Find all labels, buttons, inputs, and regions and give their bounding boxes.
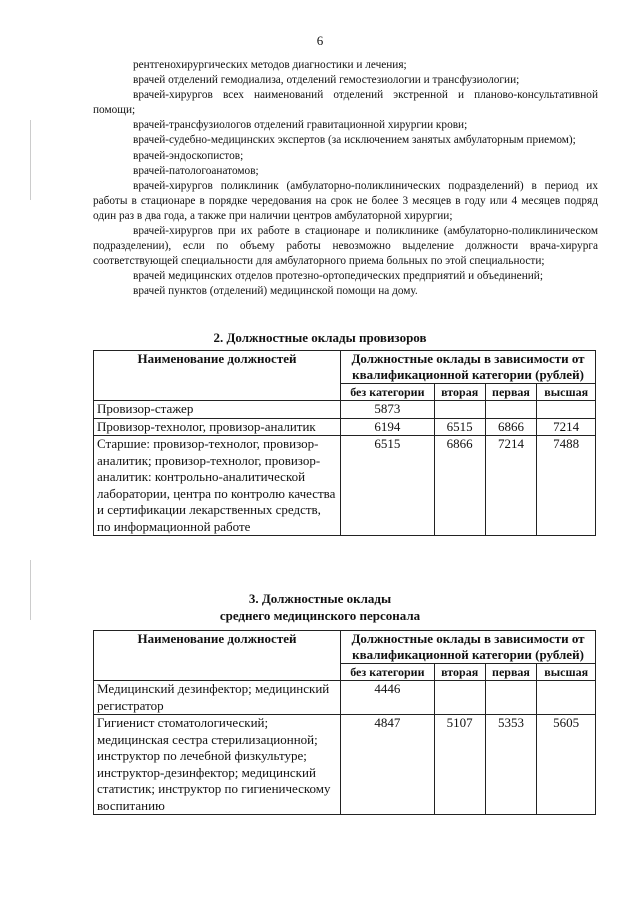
column-header-salary: Должностные оклады в зависимости от квалификационной категории (рублей) (341, 351, 596, 384)
page-number: 6 (316, 33, 324, 48)
salary-value: 4847 (341, 715, 435, 815)
column-header-position: Наименование должностей (94, 351, 341, 401)
salary-value: 5353 (485, 715, 537, 815)
category-header: высшая (537, 664, 596, 681)
salary-value: 6866 (434, 436, 485, 536)
nursing-staff-salary-table (93, 630, 596, 815)
section-2-title: 2. Должностные оклады провизоров (213, 330, 427, 345)
salary-value (537, 681, 596, 715)
table-header-row (94, 351, 596, 384)
paragraph: врачей-патологоанатомов; (133, 164, 259, 177)
salary-value (485, 681, 537, 715)
salary-value: 7488 (537, 436, 596, 536)
pharmacist-salary-table (93, 350, 596, 536)
paragraph: врачей-трансфузиологов отделений гравитационной хирургии крови; (133, 119, 468, 132)
table-row (94, 401, 596, 419)
paragraph: врачей-хирургов поликлиник (амбулаторно-поликлинических подразделений) в период их работы в стационаре в порядке чередования на срок не более 3 месяцев в году или 4 месяцев подряд один раз в два года, а также при наличии центров амбулаторной хирургии; (93, 179, 598, 222)
position-name: Старшие: провизор-технолог, провизор-аналитик; провизор-технолог, провизор-аналитик: контрольно-аналитической лаборатории, центра по контролю качества и сертификации лекарственных средств, по информационной работе (94, 436, 341, 536)
column-header-position: Наименование должностей (94, 631, 341, 681)
table-row (94, 418, 596, 436)
table-row (94, 715, 596, 815)
salary-value: 7214 (537, 418, 596, 436)
salary-value (485, 401, 537, 419)
position-name: Провизор-технолог, провизор-аналитик (94, 418, 341, 436)
paragraph: рентгенохирургических методов диагностики и лечения; (133, 59, 407, 71)
category-header: вторая (434, 384, 485, 401)
category-header: первая (485, 384, 537, 401)
table-header-row (94, 631, 596, 664)
category-header: без категории (341, 384, 435, 401)
category-header: без категории (341, 664, 435, 681)
section-3-title-line: среднего медицинского персонала (219, 608, 421, 623)
salary-value (434, 681, 485, 715)
salary-value: 6194 (341, 418, 435, 436)
salary-value: 6515 (434, 418, 485, 436)
table-row (94, 681, 596, 715)
scan-margin-line (30, 120, 31, 200)
category-header: первая (485, 664, 537, 681)
salary-value: 7214 (485, 436, 537, 536)
category-header: вторая (434, 664, 485, 681)
salary-value: 4446 (341, 681, 435, 715)
paragraph: врачей медицинских отделов протезно-ортопедических предприятий и объединений; (133, 270, 543, 283)
paragraph: врачей-хирургов при их работе в стационаре и поликлинике (амбулаторно-поликлиническом подразделении), если по объему работы невозможно выделение должности врача-хирурга соответствующей специальности для амбулаторного приема больных по этой специальности; (93, 225, 598, 268)
position-name: Медицинский дезинфектор; медицинский регистратор (94, 681, 341, 715)
column-header-salary: Должностные оклады в зависимости от квалификационной категории (рублей) (341, 631, 596, 664)
salary-value: 6866 (485, 418, 537, 436)
paragraph: врачей пунктов (отделений) медицинской помощи на дому. (133, 285, 418, 298)
section-3-title (0, 590, 640, 624)
body-text (93, 58, 598, 300)
position-name: Провизор-стажер (94, 401, 341, 419)
table-row (94, 436, 596, 536)
salary-value (434, 401, 485, 419)
salary-value: 5107 (434, 715, 485, 815)
salary-value (537, 401, 596, 419)
salary-value: 5605 (537, 715, 596, 815)
paragraph: врачей отделений гемодиализа, отделений гемостезиологии и трансфузиологии; (133, 74, 520, 87)
section-3-title-line: 3. Должностные оклады (248, 591, 392, 606)
paragraph: врачей-судебно-медицинских экспертов (за исключением занятых амбулаторным приемом); (133, 134, 576, 147)
paragraph: врачей-эндоскопистов; (133, 149, 244, 162)
salary-value: 6515 (341, 436, 435, 536)
position-name: Гигиенист стоматологический; медицинская сестра стерилизационной; инструктор по лечебной физкультуре; инструктор-дезинфектор; медицинский статистик; инструктор по гигиеническому воспитанию (94, 715, 341, 815)
salary-value: 5873 (341, 401, 435, 419)
category-header: высшая (537, 384, 596, 401)
paragraph: врачей-хирургов всех наименований отделений экстренной и планово-консультативной помощи; (93, 89, 598, 117)
